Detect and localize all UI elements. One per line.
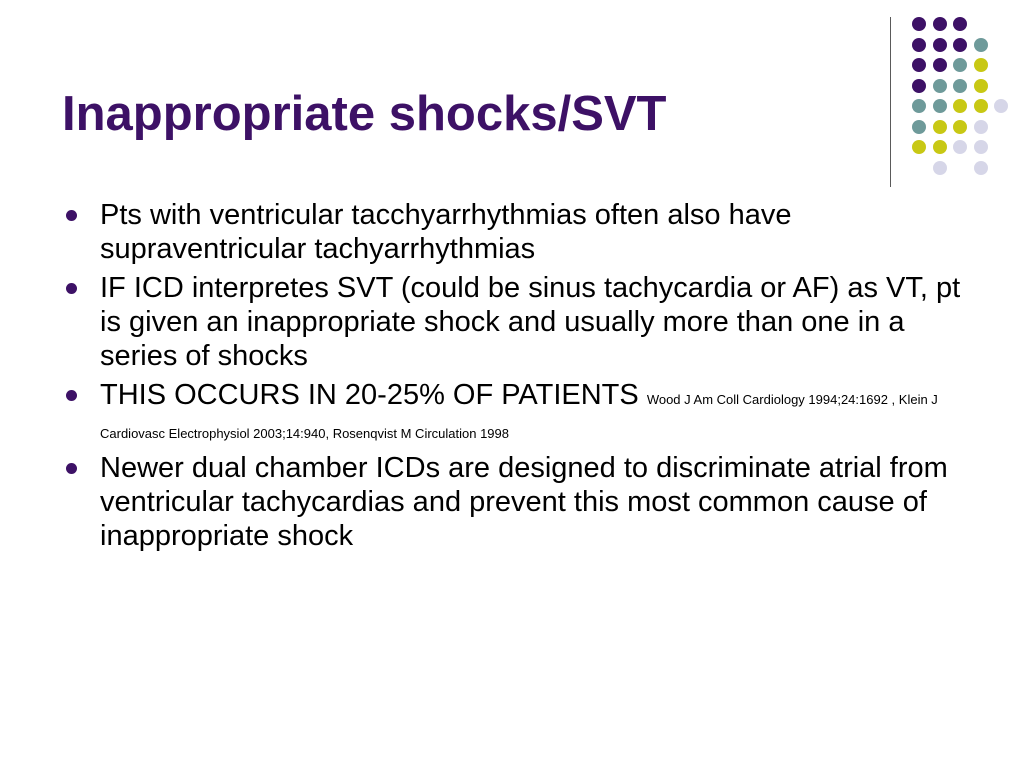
decorative-dot (994, 99, 1008, 113)
decorative-dot (912, 140, 926, 154)
decorative-dot (974, 140, 988, 154)
bullet-item (62, 198, 962, 266)
decorative-dot (912, 120, 926, 134)
bullet-dot-icon (66, 463, 77, 474)
slide-title: Inappropriate shocks/SVT (62, 87, 667, 141)
decorative-dot (933, 58, 947, 72)
decorative-dot (933, 161, 947, 175)
bullet-dot-icon (66, 210, 77, 221)
decorative-dot (974, 38, 988, 52)
bullet-list (62, 198, 962, 558)
bullet-text: Newer dual chamber ICDs are designed to discriminate atrial from ventricular tachycardias and prevent this most common cause of inappropriate shock (100, 452, 948, 552)
decorative-dot (953, 58, 967, 72)
decorative-dot (974, 161, 988, 175)
bullet-item (62, 271, 962, 373)
bullet-text: IF ICD interpretes SVT (could be sinus tachycardia or AF) as VT, pt is given an inappropriate shock and usually more than one in a series of shocks (100, 272, 961, 372)
decorative-dot (933, 140, 947, 154)
decorative-dot (933, 99, 947, 113)
decorative-dot (953, 38, 967, 52)
decorative-dot (953, 17, 967, 31)
decorative-dot (933, 120, 947, 134)
decorative-dot (974, 99, 988, 113)
decorative-dot (974, 79, 988, 93)
decorative-dot (912, 38, 926, 52)
bullet-item (62, 451, 962, 553)
decorative-dot (912, 99, 926, 113)
vertical-divider-line (890, 17, 891, 187)
decorative-dot (953, 140, 967, 154)
bullet-dot-icon (66, 390, 77, 401)
decorative-dot (953, 79, 967, 93)
decorative-dot (912, 17, 926, 31)
citation-reference: Wood J Am Coll Cardiology 1994;24:1692 , Klein J Cardiovasc Electrophysiol 2003;14:940, Rosenqvist M Circulation 1998 (100, 392, 938, 441)
bullet-text: Pts with ventricular tacchyarrhythmias often also have supraventricular tachyarrhythmias (100, 199, 792, 265)
bullet-dot-icon (66, 283, 77, 294)
decorative-dot (974, 58, 988, 72)
decorative-dot (933, 38, 947, 52)
decorative-dot (933, 17, 947, 31)
decorative-dot (912, 79, 926, 93)
decorative-dot (953, 120, 967, 134)
bullet-item (62, 378, 962, 446)
decorative-dot (953, 99, 967, 113)
decorative-dot (912, 58, 926, 72)
decorative-dot (974, 120, 988, 134)
decorative-dot (933, 79, 947, 93)
bullet-text: THIS OCCURS IN 20-25% OF PATIENTS (100, 379, 639, 411)
